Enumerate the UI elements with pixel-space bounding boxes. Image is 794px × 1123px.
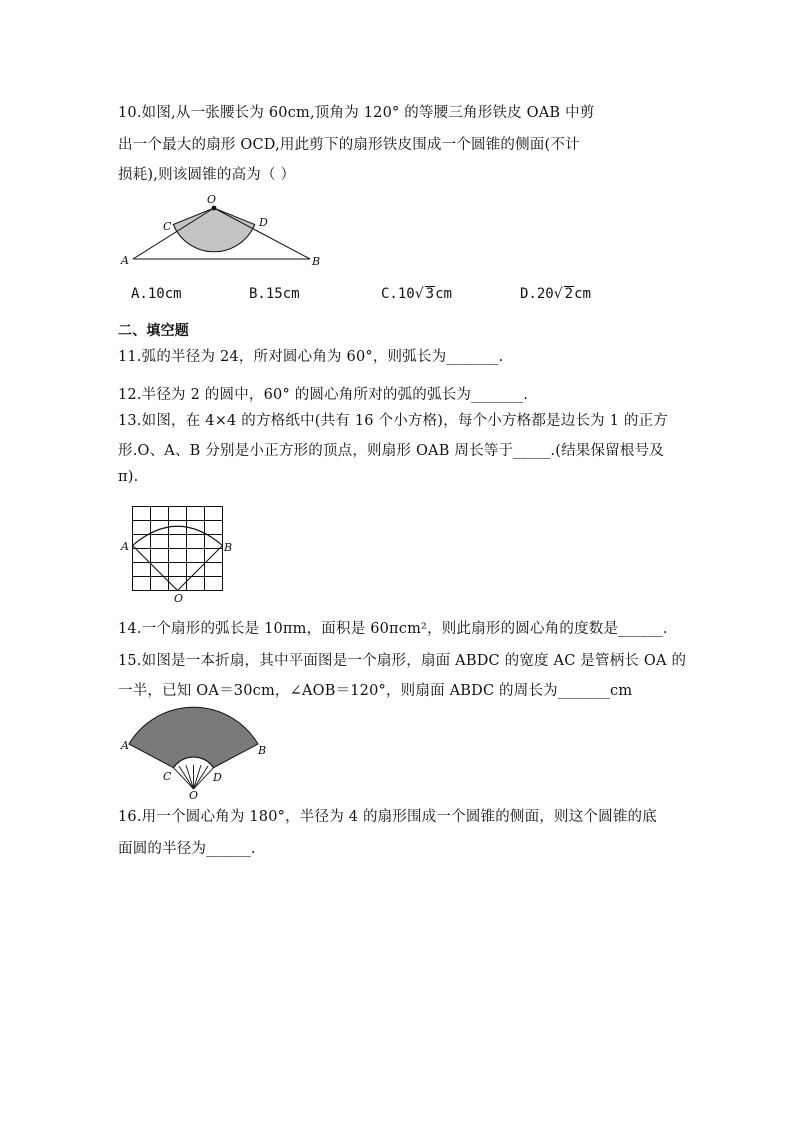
- q13-segment-ob: [178, 546, 223, 591]
- q15-line2: 一半，已知 OA＝30cm，∠AOB＝120°，则扇面 ABDC 的周长为_______cm: [118, 683, 633, 699]
- q13-line1: 13.如图，在 4×4 的方格纸中(共有 16 个小方格)，每个小方格都是边长为 1 的正方: [118, 413, 669, 429]
- q13-label-b: B: [224, 541, 233, 554]
- q13-line2: 形.O、A、B 分别是小正方形的顶点，则扇形 OAB 周长等于_____.(结果保留根号及: [118, 443, 664, 459]
- q13-grid: [133, 507, 223, 591]
- q10-choice-d-prefix: D.20: [520, 286, 554, 302]
- q15-label-a: A: [121, 739, 129, 752]
- q15-line1: 15.如图是一本折扇，其中平面图是一个扇形，扇面 ABDC 的宽度 AC 是管柄长 OA 的: [118, 653, 687, 669]
- q14-text: 14.一个扇形的弧长是 10πm，面积是 60πcm²，则此扇形的圆心角的度数是______.: [118, 621, 668, 637]
- q10-choice-d-unit: cm: [574, 286, 591, 302]
- q16-line2: 面圆的半径为______.: [118, 841, 256, 857]
- q12-text: 12.半径为 2 的圆中，60° 的圆心角所对的弧的弧长为_______.: [118, 387, 529, 403]
- q10-choice-c-unit: cm: [435, 286, 452, 302]
- q13-arc-ab: [133, 526, 223, 545]
- q10-line1: 10.如图,从一张腰长为 60cm,顶角为 120° 的等腰三角形铁皮 OAB 中剪: [118, 105, 595, 121]
- q13-figure: [118, 500, 238, 605]
- q15-fan-ribs: [174, 765, 214, 789]
- q11-text: 11.弧的半径为 24，所对圆心角为 60°，则弧长为_______.: [118, 349, 504, 365]
- sqrt-icon: √: [414, 286, 424, 302]
- q15-label-o: O: [189, 789, 199, 802]
- q13-line3: π).: [118, 469, 139, 485]
- q10-choice-d: [520, 286, 591, 302]
- q16-line1: 16.用一个圆心角为 180°，半径为 4 的扇形围成一个圆锥的侧面，则这个圆锥的底: [118, 809, 657, 825]
- q10-point-o: [212, 206, 217, 211]
- q10-label-d: D: [259, 216, 268, 229]
- q10-figure: [118, 190, 321, 268]
- q10-line3: 损耗),则该圆锥的高为（ ）: [118, 167, 296, 183]
- q10-sector-ocd: [173, 208, 254, 252]
- q10-line2: 出一个最大的扇形 OCD,用此剪下的扇形铁皮围成一个圆锥的侧面(不计: [118, 137, 580, 153]
- q15-label-c: C: [163, 770, 172, 783]
- sqrt-icon: √: [553, 286, 563, 302]
- q13-segment-oa: [133, 546, 178, 591]
- q10-choice-d-radicand: 2: [564, 286, 574, 302]
- q10-label-c: C: [163, 220, 172, 233]
- q15-figure: [118, 705, 268, 800]
- q10-label-a: A: [121, 254, 129, 267]
- q10-choice-b: B.15cm: [249, 286, 300, 302]
- q10-choice-c-radicand: 3: [425, 286, 435, 302]
- q15-fan-face: [129, 707, 258, 767]
- q10-choice-c: [381, 286, 452, 302]
- q13-label-a: A: [121, 540, 129, 553]
- q15-label-b: B: [258, 744, 267, 757]
- q10-label-o: O: [207, 193, 217, 206]
- q10-choice-c-prefix: C.10: [381, 286, 415, 302]
- q10-choice-a: A.10cm: [131, 286, 182, 302]
- q10-label-b: B: [312, 255, 321, 268]
- q15-label-d: D: [213, 771, 222, 784]
- section-heading-fill-in: 二、填空题: [118, 323, 189, 339]
- q13-label-o: O: [174, 592, 184, 605]
